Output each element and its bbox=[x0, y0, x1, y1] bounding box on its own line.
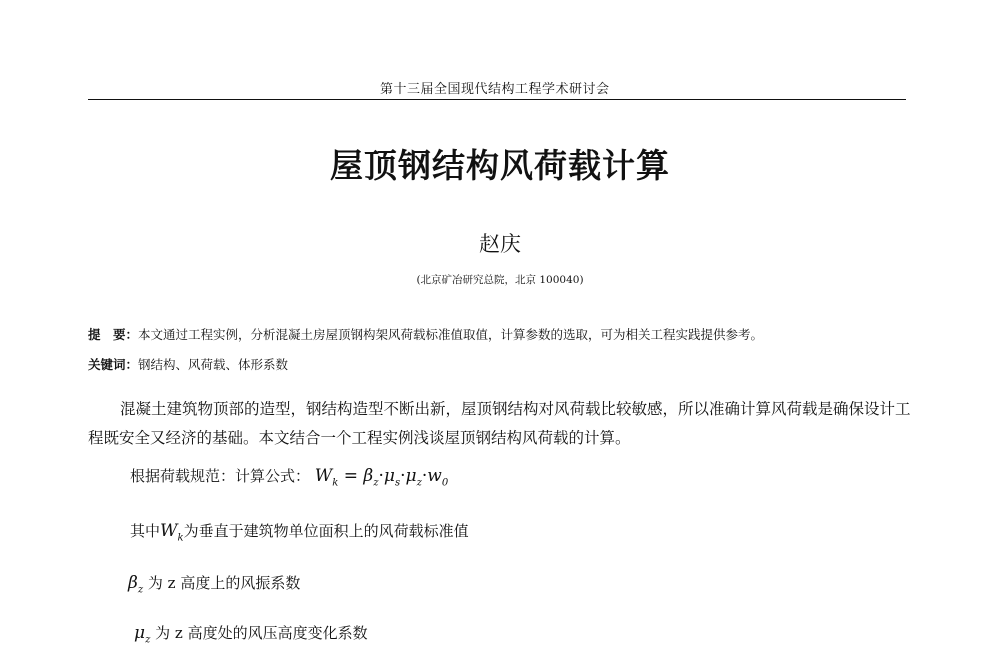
conference-header: 第十三届全国现代结构工程学术研讨会 bbox=[380, 82, 610, 97]
keywords-label: 关键词： bbox=[88, 357, 139, 372]
definition-wk: 其中$W_k$为垂直于建筑物单位面积上的风荷载标准值 bbox=[130, 521, 469, 544]
header-rule bbox=[88, 99, 906, 100]
abstract-text: 本文通过工程实例，分析混凝土房屋顶钢构架风荷载标准值取值，计算参数的选取，可为相关工程实践提供参考。 bbox=[138, 327, 764, 342]
symbol-beta-z: $\beta_z$ bbox=[128, 573, 144, 596]
paper-title: 屋顶钢结构风荷载计算 bbox=[330, 146, 670, 185]
intro-paragraph: 混凝土建筑物顶部的造型，钢结构造型不断出新，屋顶钢结构对风荷载比较敏感，所以准确计算风荷载是确保设计工程既安全又经济的基础。本文结合一个工程实例浅谈屋顶钢结构风荷载的计算。 bbox=[88, 400, 911, 447]
definition-beta-z: $\beta_z$ 为 z 高度上的风振系数 bbox=[128, 573, 301, 596]
author-name: 赵庆 bbox=[479, 232, 521, 256]
abstract-label: 提 要： bbox=[88, 327, 139, 342]
keywords bbox=[88, 355, 288, 373]
formula-intro: 根据荷载规范：计算公式： bbox=[130, 467, 311, 485]
wind-load-formula: $W_k = \beta_z\cdot\mu_s\cdot\mu_z\cdot w_0$ bbox=[314, 466, 449, 489]
definition-mu-z: $\mu_z$ 为 z 高度处的风压高度变化系数 bbox=[134, 623, 368, 646]
abstract bbox=[88, 325, 763, 343]
keywords-text: 钢结构、风荷载、体形系数 bbox=[138, 357, 289, 372]
symbol-wk: $W_k$ bbox=[160, 521, 184, 544]
formula-line bbox=[130, 465, 448, 488]
affiliation: (北京矿冶研究总院，北京 100040) bbox=[416, 274, 584, 286]
symbol-mu-z: $\mu_z$ bbox=[134, 623, 151, 646]
